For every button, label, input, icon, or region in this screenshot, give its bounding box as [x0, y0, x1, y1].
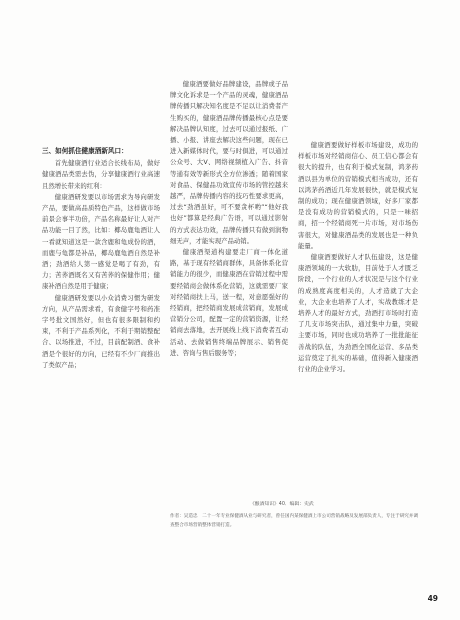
- text-column-3: [298, 140, 418, 375]
- paragraph: 健康酒研发要以市场需求为导向研发产品，要做高品质特色产品，这样做市场前景会事半功倍，产品名称最好让人对产品功能一目了然，比如：椰岛鹿龟酒让人一看就知道这是一款含鹿和龟成份的酒，而鹿与龟都是补品，椰岛鹿龟酒自然是补酒；劲酒给人第一感觉是喝了有劲，有力；苦荞酒既名又有苦荞的保健作用；健康补酒自然是用于健康；: [42, 192, 160, 291]
- footnote: [170, 500, 420, 530]
- paragraph: 健康酒要做好样板市场建设，成功的样板市场对经销商信心、员工信心都会有很大的提升，也有利于模式复制，鸿茅药酒以县为单位的营销模式相当成功，还有以鸿茅药酒近几年发展很快，就是模式复制的成功；现在健康酒领域，好多厂家都是没有成功的营销模式的，只是一味招商，招一个经销商死一片市场，对市场伤害很大，对健康酒品类的发展也是一种负能量。: [298, 141, 418, 250]
- author-bio: 作者：吴造忠 二十一年专业保健酒从业与研究者，曾任国内某保健酒上市公司营销战略及发展部负责人，专注于研究并调查整合市场营销整体营销打造。: [170, 514, 419, 528]
- text-column-2: [170, 79, 288, 359]
- paragraph: 健康酒要做好品牌建设，品牌或子品牌文化诉求是一个产品的灵魂，健康酒品牌传播只解决知名度是不足以让消费者产生购买的，健康酒品牌传播最核心点是要解决品牌认知度，过去可以通过报纸、广播、小报、讲座去解决这些问题，现在已进入新媒体时代，要与时俱进，可以通过公众号、大V、网络视频植入广告、抖音等通有效等新形式全方位渗透；随着国家对食品、保健品功效宣传市场的管控越来越严，品牌传播内容的技巧性要求更高，过去“劲酒虽好，可不要贪杯哟”“他好我也好”都算是经典广告语，可以通过影射的方式表达功效，品牌传播只有做到润物细无声，才能实现产品动销。: [170, 80, 288, 245]
- paragraph: 健康酒研发要以小众消费习惯为研发方向，从产品需求看，有食健字号和药准字号批文国然好，但也有很多限制和约束，不利于产品系列化，不利于期销整配合、以场推进，不过，目前配制酒、食补酒是个很好的方向，已经有不少厂商推出了类似产品；: [42, 293, 160, 369]
- page-number: 49: [427, 594, 438, 603]
- paragraph: 首先健康酒行业适合长线布局，做好健康酒品类需去伪，分享健康酒行业高速且然增长带来的红利：: [42, 159, 160, 190]
- text-column-1: [42, 146, 160, 371]
- section-heading: 三、如何抓住健康酒新风口：: [42, 147, 128, 155]
- footnote-source: 《酿酒知识》40．编辑：史武: [250, 502, 314, 507]
- paragraph: 健康酒要做好人才队伍建设，这是健康酒领域的一大软肋，目前处于人才匮乏阶段，一个行业的人才状况是与这个行业的成熟度高度相关的，人才造就了大企业，大企业也培养了人才，实战教练才是培养人才的最好方式，劲酒打市场时打造了几支市场突击队，通过集中力量，突破主要市场，同时也成功培养了一批批能征善战的队伍，为劲酒全国化运营、多品类运营奠定了扎实的基础，值得新入健康酒行业的企业学习。: [298, 253, 418, 374]
- paragraph: 健康酒渠道构建要走厂商一体化道路，基于现有经销商群体，具备体系化营销能力的很少，而健康酒在营销过程中需要经销商会做体系化营销，这就需要厂家对经销商扶上马，送一程，对意愿强好的经销商，把经销商发展成营销商，发展成营销分公司，配置一定的营销资源，让经销商去落地，去开展线上线下消费者互动活动、去做销售终端品牌展示、销售促进、咨询与售后服务等；: [170, 248, 288, 357]
